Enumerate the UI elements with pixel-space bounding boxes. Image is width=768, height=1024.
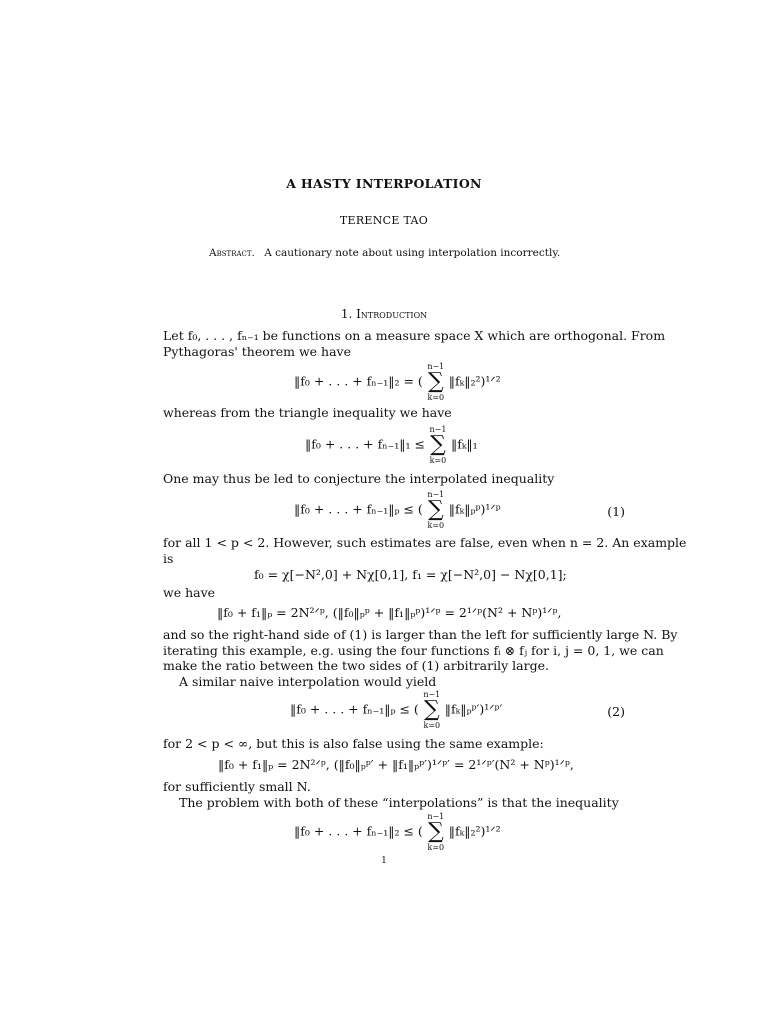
equation-2 [290,690,502,730]
paragraph-line: Pythagoras' theorem we have [163,344,352,359]
equation-rhs: ‖fₖ‖₁ [450,436,478,452]
equation-lhs: ‖f₀ + . . . + fₙ₋₁‖ₚ ≤ ( [294,501,423,517]
equation-rhs: ‖fₖ‖ₚᵖ′)¹ᐟᵖ′ [444,701,503,717]
equation-pythagoras [294,362,501,402]
author-name: TERENCE TAO [339,214,429,227]
equation-rhs: ‖fₖ‖ₚᵖ)¹ᐟᵖ [448,501,501,517]
equation-rhs: ‖fₖ‖₂²)¹ᐟ² [448,823,501,839]
equation-number: (2) [607,704,625,719]
page-number: 1 [381,856,387,866]
equation-lhs: ‖f₀ + . . . + fₙ₋₁‖ₚ ≤ ( [290,701,419,717]
paragraph-line: we have [163,585,216,600]
paper-title: A HASTY INTERPOLATION [286,176,482,191]
paragraph-line: One may thus be led to conjecture the interpolated inequality [163,471,555,486]
sum-symbol: n−1 ∑ k=0 [429,425,447,465]
paragraph-line: and so the right-hand side of (1) is larger than the left for sufficiently large N. By [163,627,678,642]
equation-example: f₀ = χ[−N²,0] + Nχ[0,1], f₁ = χ[−N²,0] − Nχ[0,1]; [254,567,567,582]
paragraph-line: whereas from the triangle inequality we have [163,405,452,420]
paragraph-line: for all 1 < p < 2. However, such estimates are false, even when n = 2. An example [163,535,687,550]
sum-symbol: n−1 ∑ k=0 [427,362,445,402]
paragraph-line: make the ratio between the two sides of (1) arbitrarily large. [163,658,549,673]
equation-lhs: ‖f₀ + . . . + fₙ₋₁‖₂ ≤ ( [294,823,423,839]
equation-1 [294,490,501,530]
equation-number: (1) [607,504,625,519]
paragraph-line: Let f₀, . . . , fₙ₋₁ be functions on a measure space X which are orthogonal. From [163,328,666,343]
section-title: Introduction [356,307,428,321]
equation-have-p: ‖f₀ + f₁‖ₚ = 2N²ᐟᵖ, (‖f₀‖ₚᵖ + ‖f₁‖ₚᵖ)¹ᐟᵖ = 2¹ᐟᵖ(N² + Nᵖ)¹ᐟᵖ, [217,605,562,620]
sum-symbol: n−1 ∑ k=0 [427,812,445,852]
paragraph-line: iterating this example, e.g. using the four functions fᵢ ⊗ fⱼ for i, j = 0, 1, we can [163,643,664,658]
abstract-label: Abstract. [209,247,255,259]
abstract-text: A cautionary note about using interpolation incorrectly. [264,247,561,259]
paragraph-line: The problem with both of these “interpolations” is that the inequality [179,795,619,810]
paragraph-line: for sufficiently small N. [163,779,311,794]
section-heading [0,307,768,321]
paragraph-line: is [163,551,174,566]
equation-dual: ‖f₀ + f₁‖ₚ = 2N²ᐟᵖ, (‖f₀‖ₚᵖ′ + ‖f₁‖ₚᵖ′)¹ᐟᵖ′ = 2¹ᐟᵖ′(N² + Nᵖ)¹ᐟᵖ, [218,757,574,772]
equation-rhs: ‖fₖ‖₂²)¹ᐟ² [448,373,501,389]
paragraph-line: A similar naive interpolation would yield [179,674,437,689]
equation-last [294,812,501,852]
section-number: 1. [340,307,353,321]
sum-symbol: n−1 ∑ k=0 [423,690,441,730]
abstract [209,247,560,259]
paragraph-line: for 2 < p < ∞, but this is also false using the same example: [163,736,544,751]
equation-triangle [305,425,478,465]
equation-lhs: ‖f₀ + . . . + fₙ₋₁‖₁ ≤ [305,436,425,452]
sum-symbol: n−1 ∑ k=0 [427,490,445,530]
equation-lhs: ‖f₀ + . . . + fₙ₋₁‖₂ = ( [294,373,423,389]
